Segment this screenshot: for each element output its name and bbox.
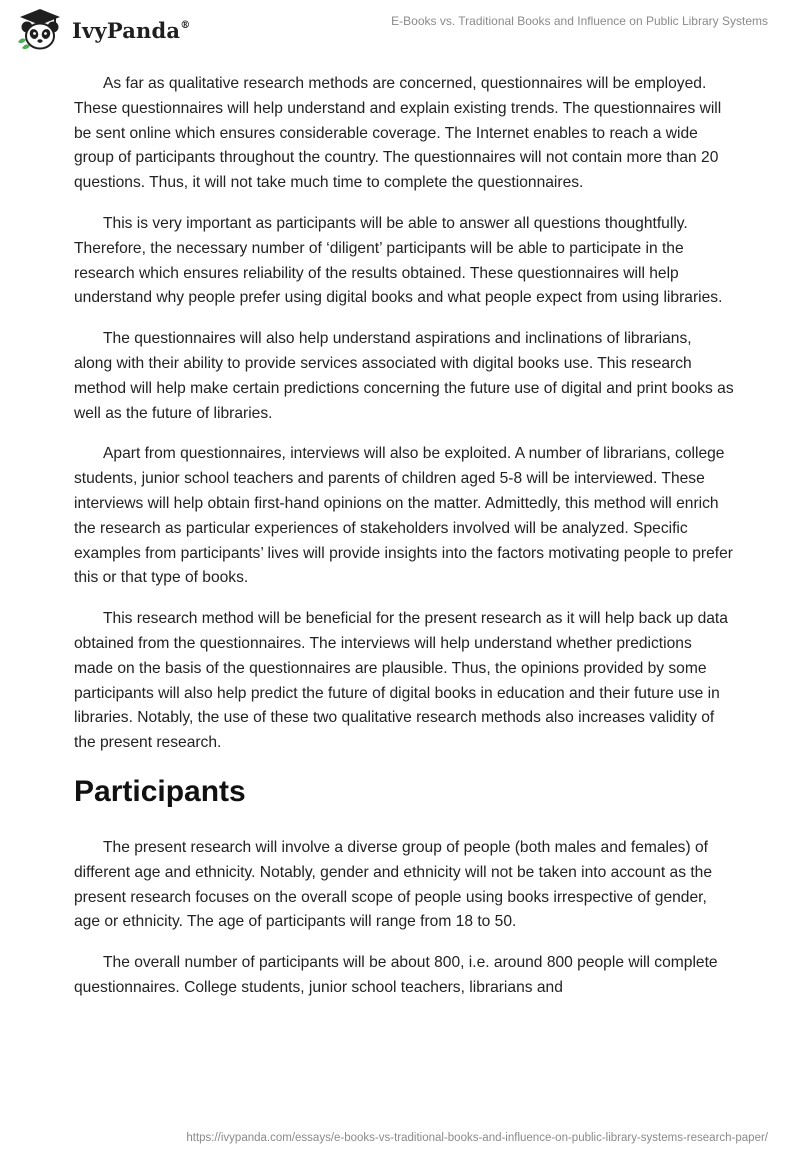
paragraph: The overall number of participants will be about 800, i.e. around 800 people will complete questionnaires. College students, junior school teachers, librarians and: [74, 954, 718, 996]
section-heading: Participants: [74, 774, 246, 808]
panda-graduate-icon: [14, 6, 66, 52]
paragraph: This is very important as participants will be able to answer all questions thoughtfully. Therefore, the necessary number of ‘diligent’ participants will be able to participate in the research which ensures reliability of the results obtained. These questionnaires will help understand why people prefer using digital books and what people expect from using libraries.: [74, 214, 723, 307]
paragraph: The present research will involve a diverse group of people (both males and females) of different age and ethnicity. Notably, gender and ethnicity will not be taken into account as the present research focuses on the overall scope of people using books irrespective of gender, age or ethnicity. The age of participants will range from 18 to 50.: [74, 838, 713, 931]
logo-text: IvyPanda: [72, 17, 181, 43]
document-title: E-Books vs. Traditional Books and Influence on Public Library Systems: [391, 14, 768, 28]
registered-mark: ®: [180, 19, 191, 31]
paragraph: Apart from questionnaires, interviews will also be exploited. A number of librarians, college students, junior school teachers and parents of children aged 5-8 will be interviewed. These interviews will help obtain first-hand opinions on the matter. Admittedly, this method will enrich the research as particular experiences of stakeholders involved will be analyzed. Specific examples from participants’ lives will provide insights into the factors motivating people to prefer this or that type of books.: [74, 445, 733, 587]
paragraph: The questionnaires will also help understand aspirations and inclinations of librarians, along with their ability to provide services associated with digital books use. This research method will help make certain predictions concerning the future use of digital and print books as well as the future of libraries.: [74, 330, 734, 422]
paragraph: As far as qualitative research methods are concerned, questionnaires will be employed. These questionnaires will help understand and explain existing trends. The questionnaires will be sent online which ensures considerable coverage. The Internet enables to reach a wide group of participants throughout the country. The questionnaires will not contain more than 20 questions. Thus, it will not take much time to complete the questionnaires.: [74, 75, 722, 192]
ivypanda-logo[interactable]: [14, 6, 190, 52]
document-body: [74, 72, 734, 1017]
source-url[interactable]: https://ivypanda.com/essays/e-books-vs-traditional-books-and-influence-on-public-library-systems-research-paper/: [186, 1132, 768, 1144]
paragraph: This research method will be beneficial for the present research as it will help back up data obtained from the questionnaires. The interviews will help understand whether predictions made on the basis of the questionnaires are plausible. Thus, the opinions provided by some participants will also help predict the future of digital books in education and their future use in libraries. Notably, the use of these two qualitative research methods also increases validity of the present research.: [74, 610, 728, 752]
page-header: [0, 0, 800, 60]
logo-wordmark: [72, 18, 190, 43]
